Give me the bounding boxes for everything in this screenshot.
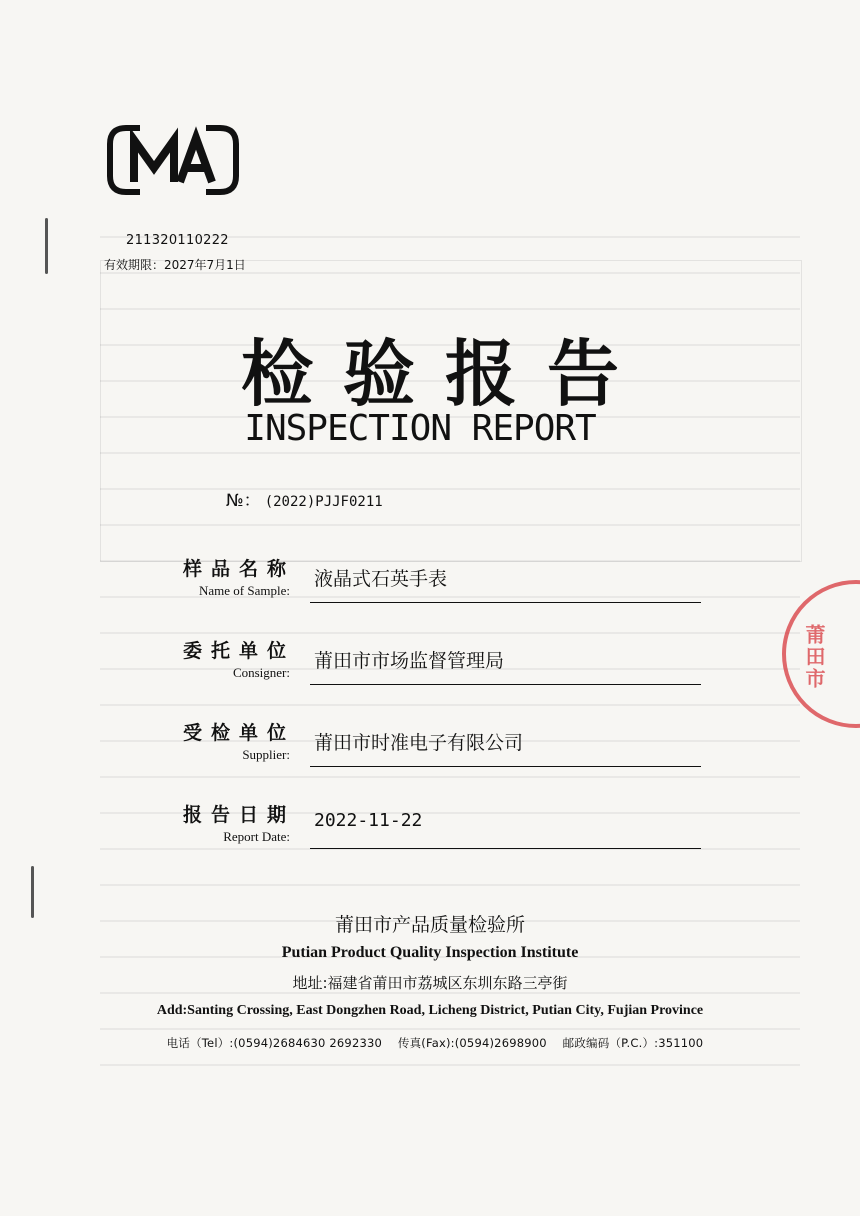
institute-postcode: 邮政编码（P.C.）:351100	[562, 1036, 704, 1050]
report-title-zh: 检验报告	[240, 332, 649, 416]
field-underline	[310, 684, 701, 685]
field-underline	[310, 766, 701, 767]
report-number-symbol: №：	[226, 491, 261, 511]
field-value: 莆田市市场监督管理局	[314, 650, 505, 672]
field-label-zh: 样品名称	[183, 558, 296, 580]
institute-address-zh: 地址:福建省莆田市荔城区东圳东路三亭街	[292, 974, 568, 992]
institute-contact	[0, 1035, 860, 1051]
field-label-en: Name of Sample:	[199, 583, 290, 598]
field-supplier	[0, 718, 860, 798]
field-label-zh: 委托单位	[183, 640, 296, 662]
field-underline	[310, 848, 701, 849]
institute-name-en: Putian Product Quality Inspection Institute	[281, 944, 579, 961]
institute-address-en: Add:Santing Crossing, East Dongzhen Road, Licheng District, Putian City, Fujian Province	[156, 1003, 704, 1018]
cma-logo	[106, 124, 240, 200]
report-number-value: (2022)PJJF0211	[264, 494, 383, 510]
scan-edge-mark	[45, 218, 48, 274]
field-sample-name	[0, 554, 860, 634]
report-title-en: INSPECTION REPORT	[244, 408, 596, 449]
seal-text: 莆田市	[802, 624, 826, 690]
institute-fax: 传真(Fax):(0594)2698900	[397, 1036, 547, 1050]
field-value: 2022-11-22	[314, 810, 423, 831]
accreditation-code: 211320110222	[126, 233, 229, 248]
field-label-en: Report Date:	[223, 829, 290, 844]
institute-tel: 电话（Tel）:(0594)2684630 2692330	[166, 1036, 383, 1050]
field-label-en: Supplier:	[242, 747, 290, 762]
field-report-date	[0, 800, 860, 880]
field-underline	[310, 602, 701, 603]
field-label-en: Consigner:	[232, 665, 290, 680]
field-consigner	[0, 636, 860, 716]
field-value: 莆田市时准电子有限公司	[314, 732, 524, 754]
accreditation-validity: 有效期限：2027年7月1日	[104, 258, 246, 272]
institute-name-zh: 莆田市产品质量检验所	[334, 914, 525, 936]
report-number	[226, 486, 383, 511]
field-label-zh: 受检单位	[183, 722, 296, 744]
field-value: 液晶式石英手表	[314, 568, 448, 590]
field-label-zh: 报告日期	[183, 804, 296, 826]
